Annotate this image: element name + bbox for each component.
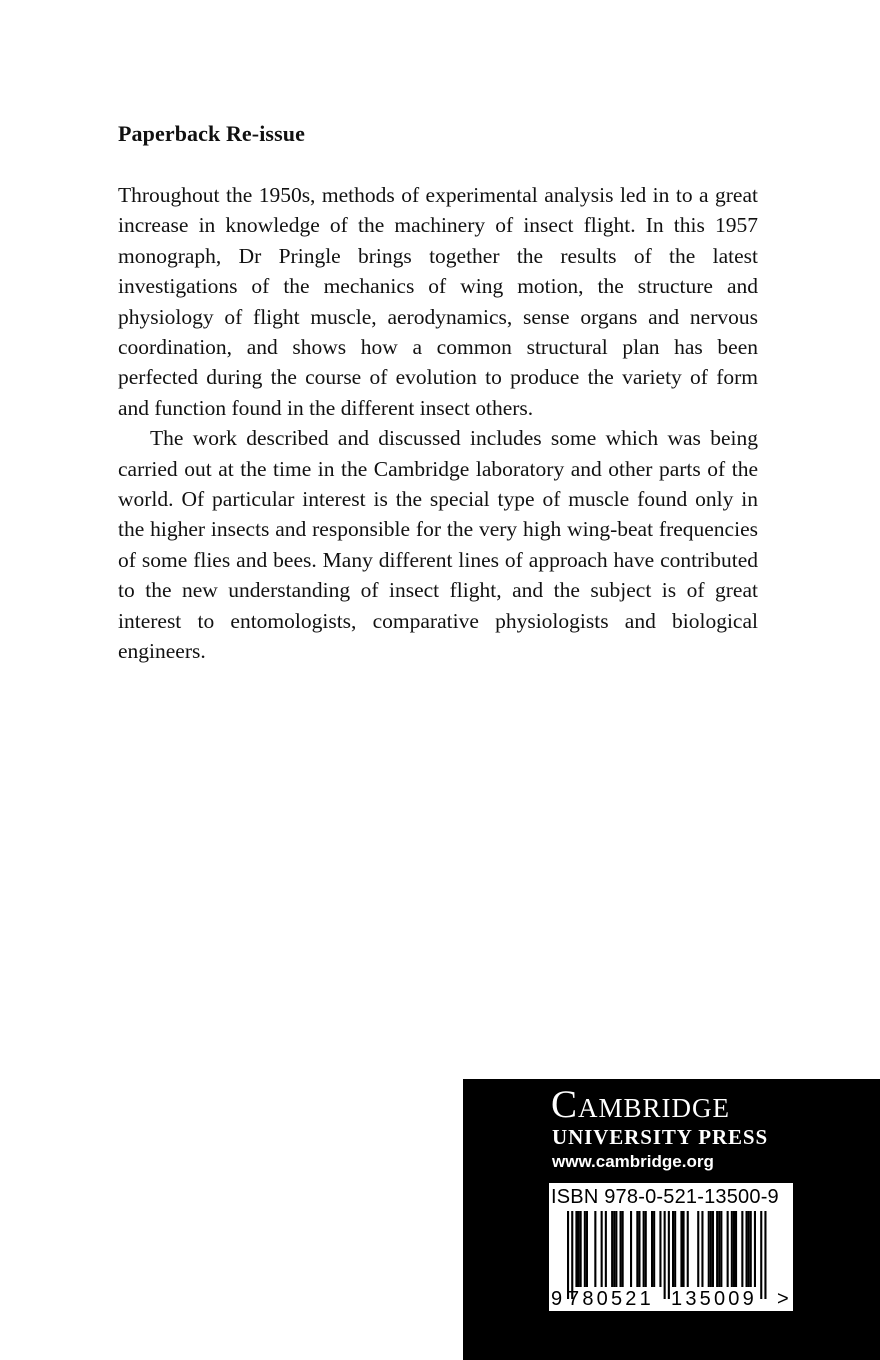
- barcode-bar: [687, 1211, 689, 1287]
- barcode-bar: [643, 1211, 645, 1287]
- barcode-bar: [636, 1211, 638, 1287]
- barcode-bar: [613, 1211, 615, 1287]
- barcode-bar: [578, 1211, 580, 1287]
- publisher-subtitle: UNIVERSITY PRESS: [552, 1125, 769, 1149]
- barcode-first-digit: 9: [551, 1288, 563, 1310]
- barcode-bar: [712, 1211, 714, 1287]
- barcode-bar: [750, 1211, 752, 1287]
- barcode-bar: [651, 1211, 653, 1287]
- cover-heading: Paperback Re-issue: [118, 121, 305, 146]
- barcode-bar: [754, 1211, 756, 1287]
- barcode-bar: [580, 1211, 582, 1287]
- barcode-bar: [735, 1211, 737, 1287]
- barcode-bar: [605, 1211, 607, 1287]
- barcode-bar: [659, 1211, 661, 1287]
- barcode-bar: [638, 1211, 640, 1287]
- barcode-digits: [549, 1287, 793, 1311]
- barcode-guard-bar: [760, 1211, 762, 1299]
- barcode-bar: [683, 1211, 685, 1287]
- barcode-bar: [653, 1211, 655, 1287]
- publisher-name: Cambridge: [551, 1083, 731, 1126]
- barcode-bar: [645, 1211, 647, 1287]
- barcode-bar: [611, 1211, 613, 1287]
- barcode-bar: [674, 1211, 676, 1287]
- barcode-bar: [601, 1211, 603, 1287]
- barcode-bar: [746, 1211, 748, 1287]
- barcode-bar: [620, 1211, 622, 1287]
- publisher-block: [463, 1079, 880, 1360]
- barcode-bar: [710, 1211, 712, 1287]
- barcode-bar: [733, 1211, 735, 1287]
- barcode-bar: [615, 1211, 617, 1287]
- barcode-guard-bar: [664, 1211, 666, 1299]
- barcode-bar: [584, 1211, 586, 1287]
- barcode-bar: [697, 1211, 699, 1287]
- blurb-paragraph-1: Throughout the 1950s, methods of experimental analysis led in to a great increase in knowledge of the machinery of insect flight. In this 1957 monograph, Dr Pringle brings together the results of the latest investigations of the mechanics of wing motion, the structure and physiology of flight muscle, aerodynamics, sense organs and nervous coordination, and shows how a common structural plan has been perfected during the course of evolution to produce the variety of form and function found in the different insect others.: [118, 183, 758, 420]
- barcode-bar: [594, 1211, 596, 1287]
- publisher-website: www.cambridge.org: [552, 1152, 714, 1171]
- barcode-guard-bar: [571, 1211, 573, 1299]
- blurb-text: [118, 180, 758, 667]
- barcode-bar: [741, 1211, 743, 1287]
- blurb-paragraph-2: The work described and discussed includes some which was being carried out at the time in the Cambridge laboratory and other parts of the world. Of particular interest is the special type of muscle found only in the higher insects and responsible for the very high wing-beat frequencies of some flies and bees. Many different lines of approach have contributed to the new understanding of insect flight, and the subject is of great interest to entomologists, comparative physiologists and biological engineers.: [118, 426, 758, 664]
- barcode-left-digits: 780521: [568, 1288, 654, 1310]
- barcode-bar: [680, 1211, 682, 1287]
- barcode-guard-bar: [764, 1211, 766, 1299]
- barcode-arrow: >: [777, 1288, 789, 1310]
- barcode-bar: [708, 1211, 710, 1287]
- barcode-bar: [716, 1211, 718, 1287]
- barcode-box: [549, 1183, 793, 1311]
- barcode-right-digits: 135009: [671, 1288, 757, 1310]
- barcode-bar: [718, 1211, 720, 1287]
- barcode-bar: [630, 1211, 632, 1287]
- barcode-bar: [727, 1211, 729, 1287]
- barcode-bar: [672, 1211, 674, 1287]
- barcode-bar: [586, 1211, 588, 1287]
- barcode-bar: [622, 1211, 624, 1287]
- barcode-bar: [575, 1211, 577, 1287]
- barcode-guard-bar: [567, 1211, 569, 1299]
- barcode-bar: [731, 1211, 733, 1287]
- barcode-guard-bar: [668, 1211, 670, 1299]
- barcode-bar: [701, 1211, 703, 1287]
- isbn-label: ISBN 978-0-521-13500-9: [551, 1186, 779, 1208]
- barcode-bar: [720, 1211, 722, 1287]
- barcode-bar: [748, 1211, 750, 1287]
